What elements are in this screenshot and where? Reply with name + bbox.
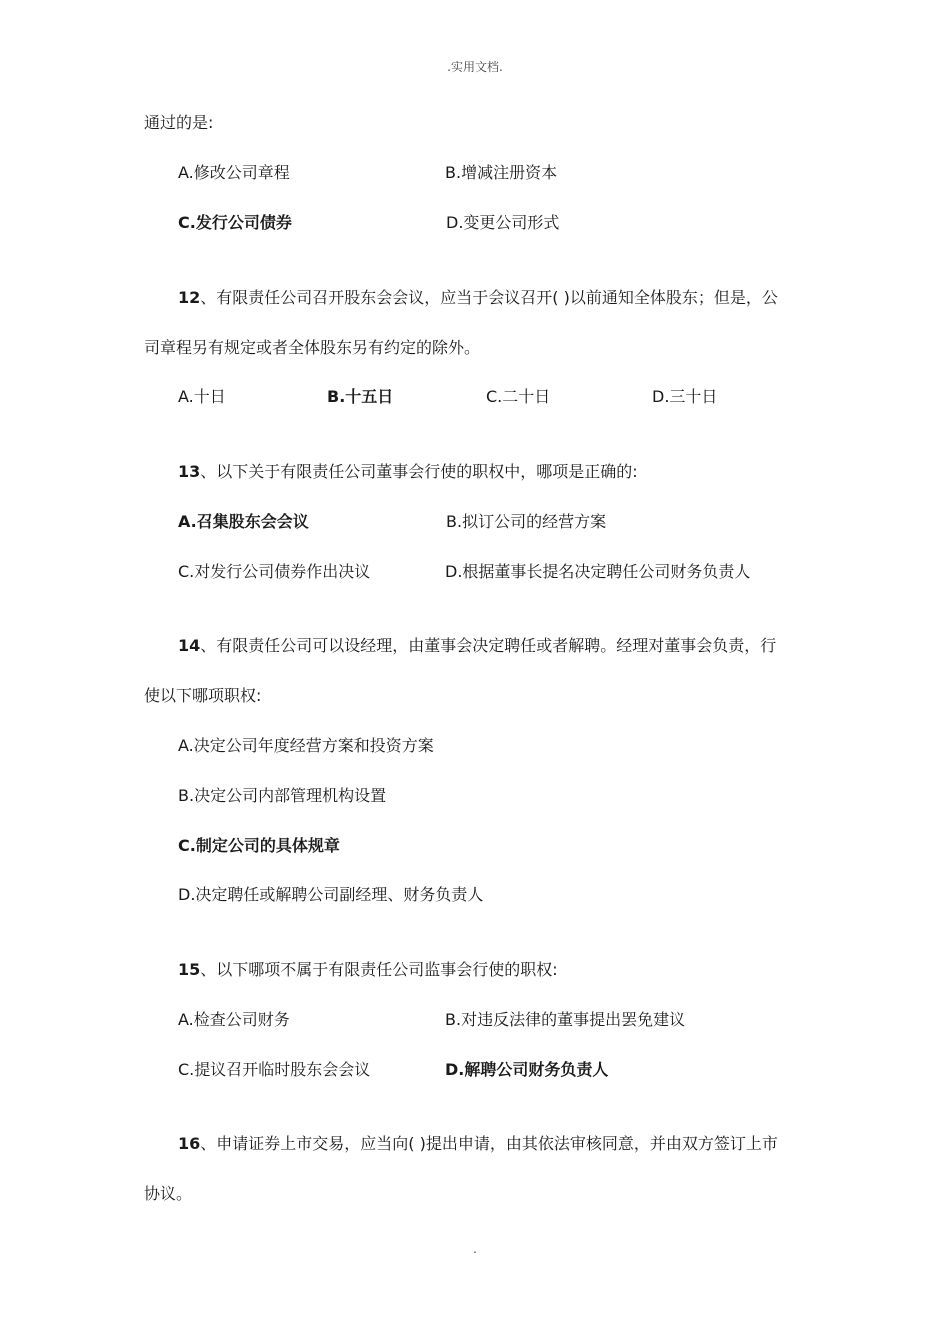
q14-option-d: D.决定聘任或解聘公司副经理、财务负责人 (178, 885, 484, 904)
q13-number: 13 (178, 462, 201, 481)
q16-number: 16 (178, 1134, 201, 1153)
q12-option-c: C.二十日 (486, 387, 551, 406)
q12-option-a: A.十日 (178, 387, 226, 406)
q13-stem-line1 (178, 461, 638, 483)
q14-option-b: B.决定公司内部管理机构设置 (178, 786, 387, 805)
q14-option-a: A.决定公司年度经营方案和投资方案 (178, 736, 434, 755)
q14-stem-line1 (178, 635, 776, 657)
page-header: .实用文档. (447, 60, 503, 74)
q16-stem-line2: 协议。 (144, 1184, 193, 1203)
q12-number: 12 (178, 288, 201, 307)
q12-stem-line2: 司章程另有规定或者全体股东另有约定的除外。 (144, 338, 481, 357)
q15-stem-text: 、以下哪项不属于有限责任公司监事会行使的职权: (200, 960, 558, 979)
q11-stem-tail: 通过的是: (144, 113, 214, 132)
q11-option-b: B.增减注册资本 (445, 163, 558, 182)
q13-option-b: B.拟订公司的经营方案 (446, 512, 607, 531)
q12-stem-text: 、有限责任公司召开股东会会议，应当于会议召开( )以前通知全体股东；但是，公 (200, 288, 778, 307)
q14-option-c: C.制定公司的具体规章 (178, 836, 340, 855)
q16-stem-line1 (178, 1133, 778, 1155)
q15-stem-line1 (178, 959, 558, 981)
q15-number: 15 (178, 960, 201, 979)
q14-stem-text: 、有限责任公司可以设经理，由董事会决定聘任或者解聘。经理对董事会负责，行 (200, 636, 777, 655)
page-footer: . (473, 1242, 477, 1256)
q14-stem-line2: 使以下哪项职权: (144, 686, 262, 705)
q11-option-c: C.发行公司债券 (178, 213, 292, 232)
q12-stem-line1 (178, 287, 778, 309)
q12-option-d: D.三十日 (652, 387, 718, 406)
q15-option-a: A.检查公司财务 (178, 1010, 290, 1029)
q11-option-d: D.变更公司形式 (446, 213, 560, 232)
q15-option-b: B.对违反法律的董事提出罢免建议 (445, 1010, 686, 1029)
q15-option-c: C.提议召开临时股东会会议 (178, 1060, 371, 1079)
q15-option-d: D.解聘公司财务负责人 (445, 1060, 609, 1079)
q12-option-b: B.十五日 (327, 387, 394, 406)
q13-stem-text: 、以下关于有限责任公司董事会行使的职权中，哪项是正确的: (200, 462, 638, 481)
q14-number: 14 (178, 636, 201, 655)
q16-stem-text: 、申请证券上市交易，应当向( )提出申请，由其依法审核同意，并由双方签订上市 (200, 1134, 778, 1153)
q13-option-c: C.对发行公司债券作出决议 (178, 562, 371, 581)
q11-option-a: A.修改公司章程 (178, 163, 290, 182)
q13-option-a: A.召集股东会会议 (178, 512, 309, 531)
q13-option-d: D.根据董事长提名决定聘任公司财务负责人 (445, 562, 751, 581)
